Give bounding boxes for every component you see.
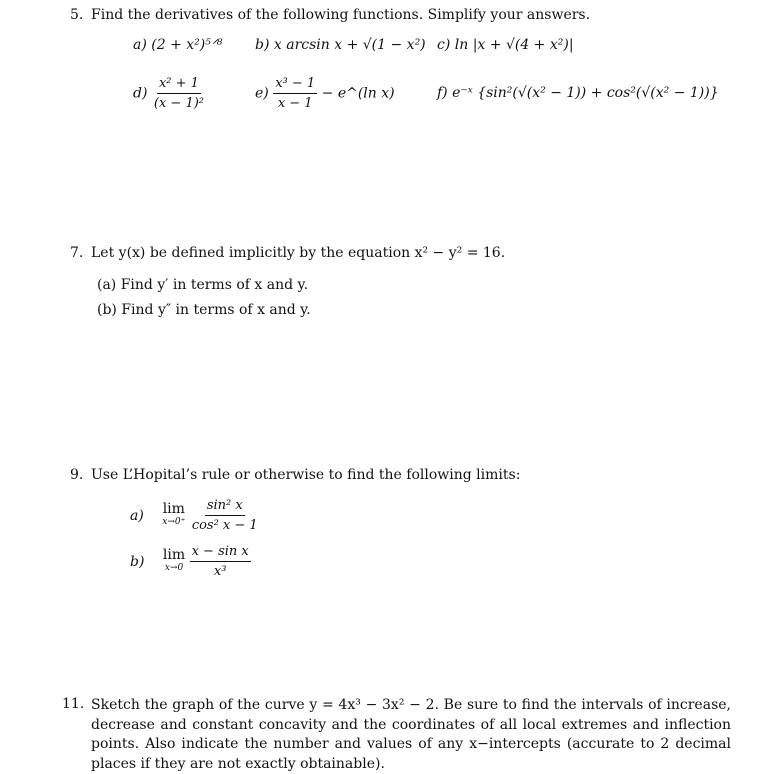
problem-9b <box>130 543 251 580</box>
problem-9b-label: b) <box>130 553 145 570</box>
problem-5d-numerator: x² + 1 <box>157 75 201 94</box>
problem-5e-label: e) <box>255 85 269 102</box>
problem-5-prompt: Find the derivatives of the following functions. Simplify your answers. <box>91 7 591 23</box>
problem-5d <box>133 75 206 112</box>
problem-9a-lim: lim <box>162 500 185 517</box>
problem-9a <box>130 497 260 534</box>
problem-7-number: 7. <box>70 245 84 261</box>
problem-9a-denominator: cos² x − 1 <box>191 518 258 533</box>
problem-5e-numerator: x³ − 1 <box>273 75 317 94</box>
problem-9b-denominator: x³ <box>213 564 227 579</box>
problem-5d-label: d) <box>133 85 148 102</box>
problem-9b-limit-subscript: x→0 <box>164 562 184 573</box>
problem-9a-label: a) <box>130 507 144 524</box>
problem-9b-numerator: x − sin x <box>190 543 251 562</box>
problem-5e-denominator: x − 1 <box>277 96 313 111</box>
problem-9a-limit-subscript: x→0⁺ <box>162 516 186 527</box>
problem-5e-tail: − e^(ln x) <box>321 85 395 102</box>
problem-5d-denominator: (x − 1)² <box>153 96 205 111</box>
problem-5b: b) x arcsin x + √(1 − x²) <box>255 37 426 53</box>
problem-9b-lim: lim <box>162 546 186 563</box>
problem-7a: (a) Find y′ in terms of x and y. <box>97 277 309 293</box>
problem-5f: f) e⁻ˣ {sin²(√(x² − 1)) + cos²(√(x² − 1))} <box>437 85 719 101</box>
problem-9a-numerator: sin² x <box>205 497 245 516</box>
problem-5c: c) ln |x + √(4 + x²)| <box>437 37 574 53</box>
problem-7b: (b) Find y″ in terms of x and y. <box>97 302 311 318</box>
problem-5-number: 5. <box>70 7 84 23</box>
problem-5a: a) (2 + x²)⁵ᐟ⁸ <box>133 37 223 53</box>
problem-9-number: 9. <box>70 467 84 483</box>
problem-7-prompt: Let y(x) be defined implicitly by the equation x² − y² = 16. <box>91 245 506 261</box>
problem-9-prompt: Use L’Hopital’s rule or otherwise to find the following limits: <box>91 467 521 483</box>
problem-5e <box>255 75 395 112</box>
problem-11-text: Sketch the graph of the curve y = 4x³ − 3x² − 2. Be sure to find the intervals of increase, decrease and constant concavity and the coordinates of all local extremes and inflection points. Also indicate the number and values of any x−intercepts (accurate to 2 decimal places if they are not exactly obtainable). <box>91 697 731 772</box>
problem-11-number: 11. <box>62 696 85 712</box>
